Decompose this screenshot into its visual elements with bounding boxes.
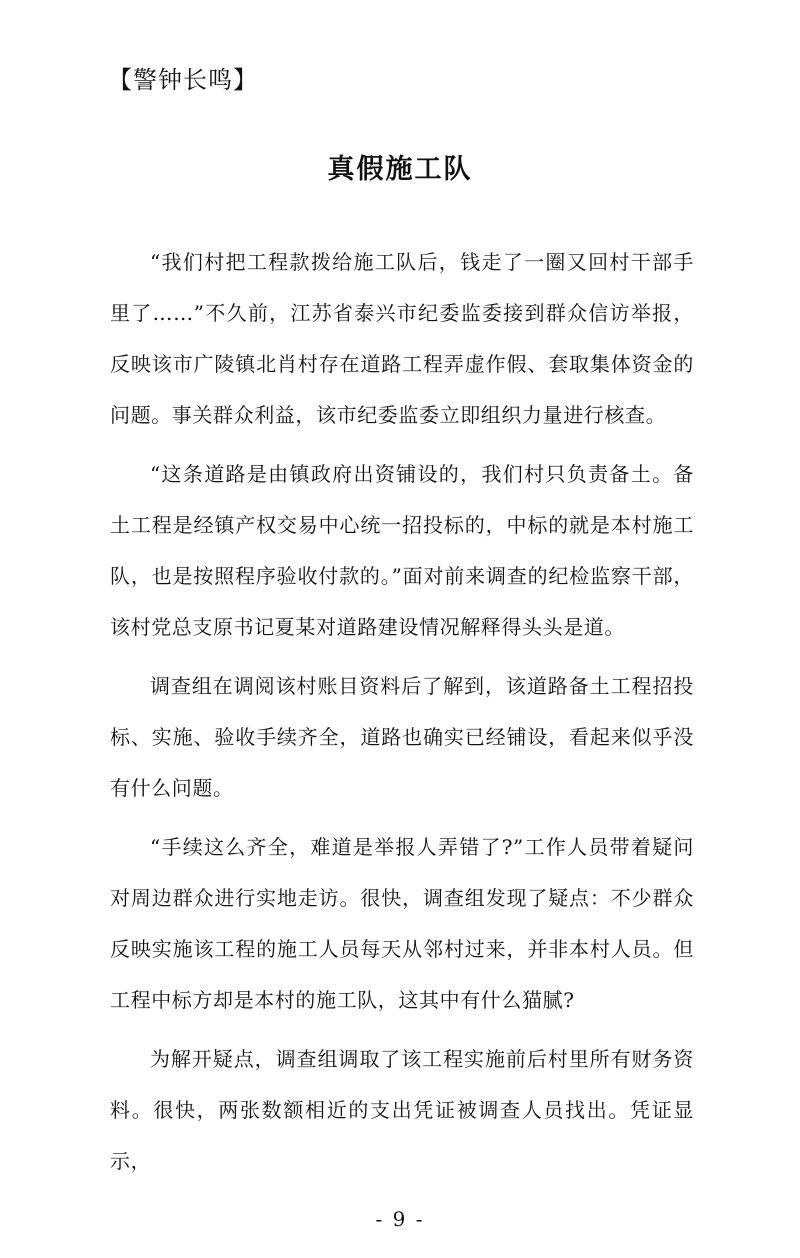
article-body [110,237,694,1195]
article-title: 真假施工队 [327,154,473,185]
paragraph-3: 调查组在调阅该村账目资料后了解到，该道路备土工程招投标、实施、验收手续齐全，道路也确实已经铺设，看起来似乎没有什么问题。 [110,674,694,800]
paragraph-2: “这条道路是由镇政府出资铺设的，我们村只负责备土。备土工程是经镇产权交易中心统一招投标的，中标的就是本村施工队，也是按照程序验收付款的。”面对前来调查的纪检监察干部，该村党总支原书记夏某对道路建设情况解释得头头是道。 [110,462,694,639]
paragraph-4: “手续这么齐全，难道是举报人弄错了?”工作人员带着疑问对周边群众进行实地走访。很快，调查组发现了疑点：不少群众反映实施该工程的施工人员每天从邻村过来，并非本村人员。但工程中标方却是本村的施工队，这其中有什么猫腻? [110,835,694,1012]
page-number: - 9 - [375,1207,425,1231]
paragraph-1: “我们村把工程款拨给施工队后，钱走了一圈又回村干部手里了……”不久前，江苏省泰兴市纪委监委接到群众信访举报，反映该市广陵镇北肖村存在道路工程弄虚作假、套取集体资金的问题。事关群众利益，该市纪委监委立即组织力量进行核查。 [110,250,694,427]
paragraph-5: 为解开疑点，调查组调取了该工程实施前后村里所有财务资料。很快，两张数额相近的支出凭证被调查人员找出。凭证显示， [110,1047,694,1173]
column-tag: 【警钟长鸣】 [108,66,258,94]
